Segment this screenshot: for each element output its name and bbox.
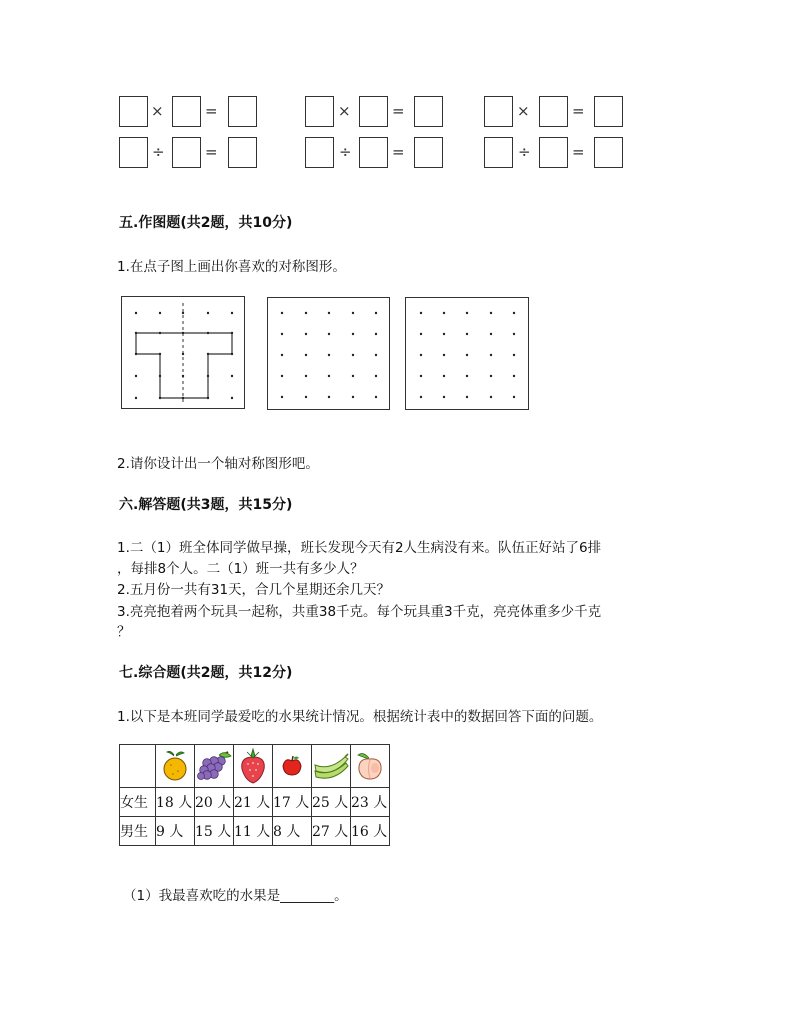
row-label: 女生 <box>120 788 156 817</box>
table-cell: 9 人 <box>156 817 195 846</box>
section-6-question-3: 3.亮亮抱着两个玩具一起称，共重38千克。每个玩具重3千克，亮亮体重多少千克 <box>117 604 602 620</box>
answer-box[interactable] <box>228 137 257 168</box>
corner-cell <box>120 745 156 788</box>
table-cell: 15 人 <box>195 817 234 846</box>
fruit-statistics-table <box>119 744 390 846</box>
section-7-question-1: 1.以下是本班同学最爱吃的水果统计情况。根据统计表中的数据回答下面的问题。 <box>117 709 603 725</box>
table-cell: 23 人 <box>351 788 390 817</box>
table-cell: 20 人 <box>195 788 234 817</box>
equals-sign: = <box>392 102 405 120</box>
dot-grid-blank[interactable] <box>405 297 529 410</box>
peach-icon <box>351 745 390 788</box>
equals-sign: = <box>392 143 405 161</box>
table-cell: 27 人 <box>312 817 351 846</box>
answer-box[interactable] <box>119 137 148 168</box>
dot-grid-blank[interactable] <box>267 297 390 410</box>
answer-box[interactable] <box>484 137 513 168</box>
table-cell: 16 人 <box>351 817 390 846</box>
apple-icon <box>273 745 312 788</box>
table-cell: 11 人 <box>234 817 273 846</box>
answer-box[interactable] <box>594 96 623 127</box>
orange-icon <box>156 745 195 788</box>
section-6-question-1: 1.二（1）班全体同学做早操，班长发现今天有2人生病没有来。队伍正好站了6排 <box>117 540 602 556</box>
strawberry-icon <box>234 745 273 788</box>
equals-sign: = <box>205 102 218 120</box>
answer-box[interactable] <box>414 96 443 127</box>
section-7-heading: 七.综合题(共2题，共12分) <box>119 665 293 681</box>
section-6-heading: 六.解答题(共3题，共15分) <box>119 497 293 513</box>
section-6-question-3-cont: ？ <box>117 624 131 640</box>
grapes-icon <box>195 745 234 788</box>
table-cell: 21 人 <box>234 788 273 817</box>
multiply-sign: × <box>151 102 164 120</box>
answer-box[interactable] <box>539 137 568 168</box>
section-6-question-1-cont: ，每排8个人。二（1）班一共有多少人？ <box>117 561 364 577</box>
answer-box[interactable] <box>305 137 334 168</box>
table-cell: 17 人 <box>273 788 312 817</box>
symmetric-t-figure <box>122 297 246 410</box>
answer-box[interactable] <box>539 96 568 127</box>
table-cell: 8 人 <box>273 817 312 846</box>
divide-sign: ÷ <box>152 143 165 161</box>
section-5-question-1: 1.在点子图上画出你喜欢的对称图形。 <box>117 259 346 275</box>
multiply-sign: × <box>517 102 530 120</box>
answer-box[interactable] <box>359 137 388 168</box>
answer-box[interactable] <box>484 96 513 127</box>
answer-box[interactable] <box>594 137 623 168</box>
divide-sign: ÷ <box>339 143 352 161</box>
dot-grid-example <box>121 296 245 409</box>
answer-box[interactable] <box>359 96 388 127</box>
answer-box[interactable] <box>414 137 443 168</box>
equals-sign: = <box>572 143 585 161</box>
equals-sign: = <box>572 102 585 120</box>
banana-icon <box>312 745 351 788</box>
dot-pattern <box>268 298 391 411</box>
section-5-question-2: 2.请你设计出一个轴对称图形吧。 <box>117 456 319 472</box>
section-6-question-2: 2.五月份一共有31天，合几个星期还余几天？ <box>117 582 391 598</box>
answer-box[interactable] <box>228 96 257 127</box>
row-label: 男生 <box>120 817 156 846</box>
dot-pattern <box>406 298 530 411</box>
section-5-heading: 五.作图题(共2题，共10分) <box>119 215 293 231</box>
answer-box[interactable] <box>172 96 201 127</box>
equals-sign: = <box>205 143 218 161</box>
multiply-sign: × <box>338 102 351 120</box>
divide-sign: ÷ <box>518 143 531 161</box>
section-7-subquestion-1: （1）我最喜欢吃的水果是________。 <box>123 888 348 904</box>
table-row-boys <box>120 817 390 846</box>
table-row-girls <box>120 788 390 817</box>
table-cell: 25 人 <box>312 788 351 817</box>
table-cell: 18 人 <box>156 788 195 817</box>
answer-box[interactable] <box>172 137 201 168</box>
answer-box[interactable] <box>305 96 334 127</box>
answer-box[interactable] <box>119 96 148 127</box>
fruit-icon-row <box>120 745 390 788</box>
